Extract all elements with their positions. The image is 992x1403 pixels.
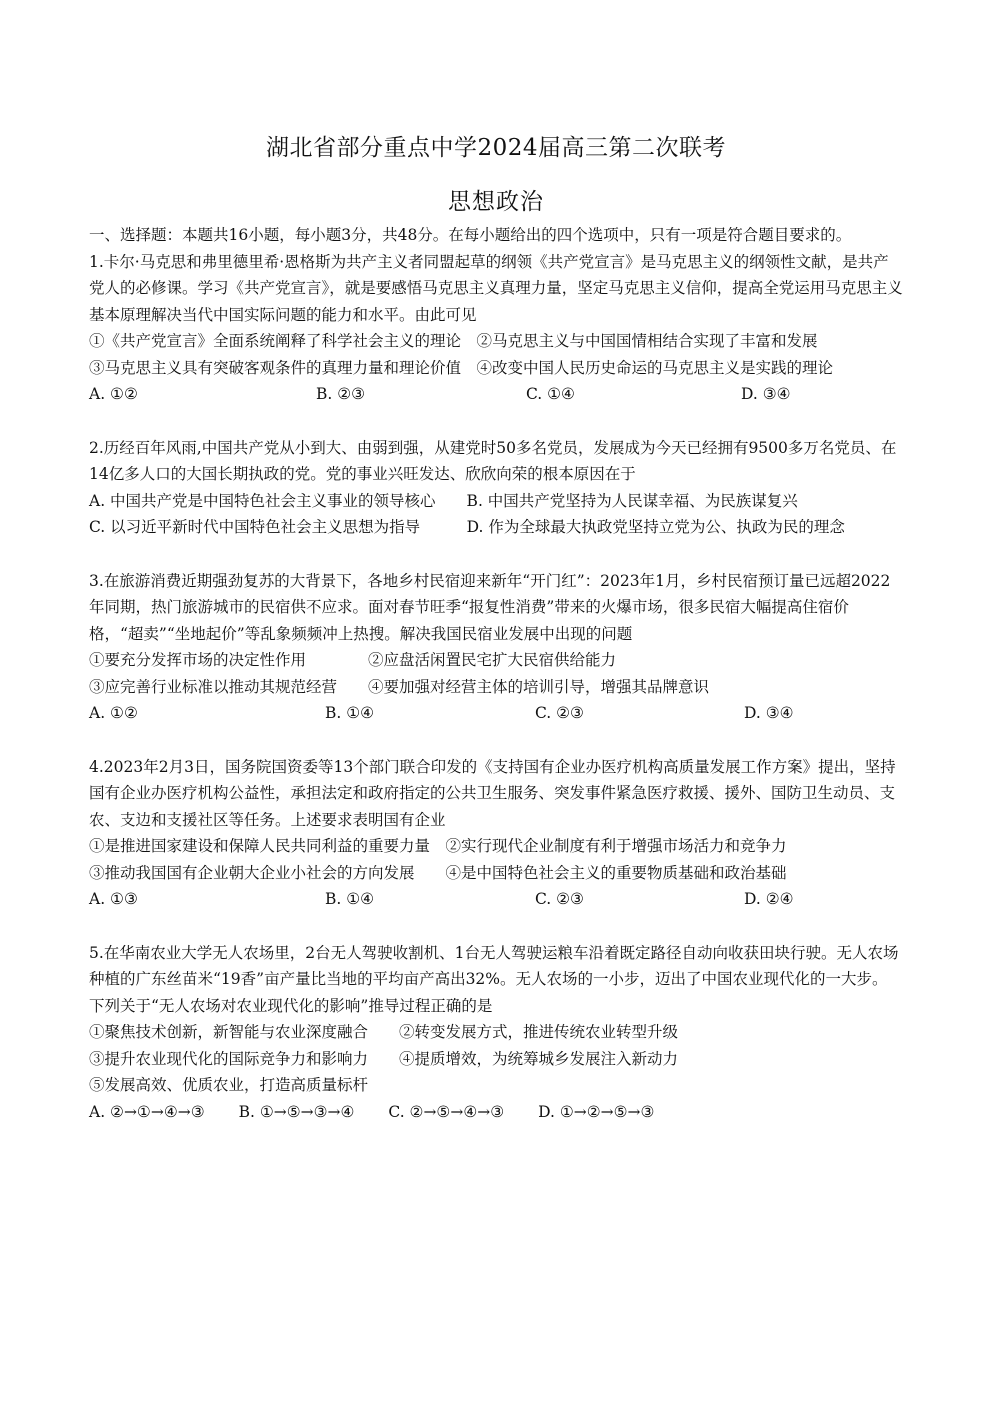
- question-item: ③应完善行业标准以推动其规范经营 ④要加强对经营主体的培训引导，增强其品牌意识: [89, 677, 710, 696]
- option-d[interactable]: D. ③④: [741, 385, 791, 403]
- question-5: [89, 940, 903, 1126]
- option-c[interactable]: C. ①④: [526, 385, 575, 403]
- subject-title: 思想政治: [448, 189, 544, 215]
- option-b[interactable]: B. ②③: [316, 385, 366, 403]
- option-c[interactable]: C. ②③: [535, 704, 584, 722]
- option-a[interactable]: A. ①③: [89, 890, 138, 908]
- answer-options: [89, 700, 903, 727]
- question-item: ③马克思主义具有突破客观条件的真理力量和理论价值 ④改变中国人民历史命运的马克思主义是实践的理论: [89, 358, 834, 377]
- question-1: [89, 249, 903, 408]
- question-stem: 5.在华南农业大学无人农场里，2台无人驾驶收割机、1台无人驾驶运粮车沿着既定路径自动向收获田块行驶。无人农场种植的广东丝苗米“19香”亩产量比当地的平均亩产高出32%。无人农场的一小步，迈出了中国农业现代化的一大步。下列关于“无人农场对农业现代化的影响”推导过程正确的是: [89, 943, 899, 1015]
- option-a[interactable]: A. ①②: [89, 385, 138, 403]
- answer-options: [89, 381, 903, 408]
- question-item: ①《共产党宣言》全面系统阐释了科学社会主义的理论 ②马克思主义与中国国情相结合实现了丰富和发展: [89, 332, 818, 350]
- question-item: ③推动我国国有企业朝大企业小社会的方向发展 ④是中国特色社会主义的重要物质基础和政治基础: [89, 863, 787, 882]
- exam-title: 湖北省部分重点中学2024届高三第二次联考: [265, 135, 727, 161]
- question-item[interactable]: A. 中国共产党是中国特色社会主义事业的领导核心 B. 中国共产党坚持为人民谋幸福、为民族谋复兴: [89, 491, 798, 510]
- exam-body: [89, 222, 903, 1125]
- answer-options: [89, 886, 903, 913]
- option-c[interactable]: C. ②③: [535, 890, 584, 908]
- question-item: ①要充分发挥市场的决定性作用 ②应盘活闲置民宅扩大民宿供给能力: [89, 651, 617, 669]
- question-stem: 4.2023年2月3日，国务院国资委等13个部门联合印发的《支持国有企业办医疗机构高质量发展工作方案》提出，坚持国有企业办医疗机构公益性，承担法定和政府指定的公共卫生服务、突发事件紧急医疗救援、援外、国防卫生动员、支农、支边和支援社区等任务。上述要求表明国有企业: [89, 757, 896, 829]
- question-item: ③提升农业现代化的国际竞争力和影响力 ④提质增效，为统筹城乡发展注入新动力: [89, 1049, 679, 1068]
- question-4: [89, 754, 903, 913]
- question-item: ①聚焦技术创新，新智能与农业深度融合 ②转变发展方式，推进传统农业转型升级: [89, 1023, 679, 1041]
- question-2: [89, 435, 903, 541]
- option-a[interactable]: A. ②→①→④→③: [89, 1102, 205, 1121]
- question-stem: 1.卡尔·马克思和弗里德里希·恩格斯为共产主义者同盟起草的纲领《共产党宣言》是马克思主义的纲领性文献，是共产党人的必修课。学习《共产党宣言》，就是要感悟马克思主义真理力量，坚定马克思主义信仰，提高全党运用马克思主义基本原理解决当代中国实际问题的能力和水平。由此可见: [89, 252, 903, 324]
- section-intro: 一、选择题：本题共16小题，每小题3分，共48分。在每小题给出的四个选项中，只有一项是符合题目要求的。: [89, 226, 852, 244]
- option-c[interactable]: C. ②→⑤→④→③: [388, 1102, 505, 1121]
- question-item: ⑤发展高效、优质农业，打造高质量标杆: [89, 1076, 369, 1094]
- answer-options: [89, 1099, 903, 1126]
- question-3: [89, 568, 903, 727]
- option-b[interactable]: B. ①→⑤→③→④: [238, 1102, 355, 1121]
- option-b[interactable]: B. ①④: [325, 704, 375, 722]
- question-item: ①是推进国家建设和保障人民共同利益的重要力量 ②实行现代企业制度有利于增强市场活力和竞争力: [89, 837, 787, 855]
- question-stem: 2.历经百年风雨,中国共产党从小到大、由弱到强，从建党时50多名党员，发展成为今天已经拥有9500多万名党员、在14亿多人口的大国长期执政的党。党的事业兴旺发达、欣欣向荣的根本原因在于: [89, 438, 897, 483]
- option-b[interactable]: B. ①④: [325, 890, 375, 908]
- option-d[interactable]: D. ②④: [744, 890, 794, 908]
- option-a[interactable]: A. ①②: [89, 704, 138, 722]
- question-stem: 3.在旅游消费近期强劲复苏的大背景下，各地乡村民宿迎来新年“开门红”：2023年1月，乡村民宿预订量已远超2022年同期，热门旅游城市的民宿供不应求。面对春节旺季“报复性消费”带来的火爆市场，很多民宿大幅提高住宿价格，“超卖”“坐地起价”等乱象频频冲上热搜。解决我国民宿业发展中出现的问题: [89, 571, 891, 643]
- question-item[interactable]: C. 以习近平新时代中国特色社会主义思想为指导 D. 作为全球最大执政党坚持立党为公、执政为民的理念: [89, 518, 845, 536]
- option-d[interactable]: D. ①→②→⑤→③: [538, 1102, 655, 1121]
- option-d[interactable]: D. ③④: [744, 704, 794, 722]
